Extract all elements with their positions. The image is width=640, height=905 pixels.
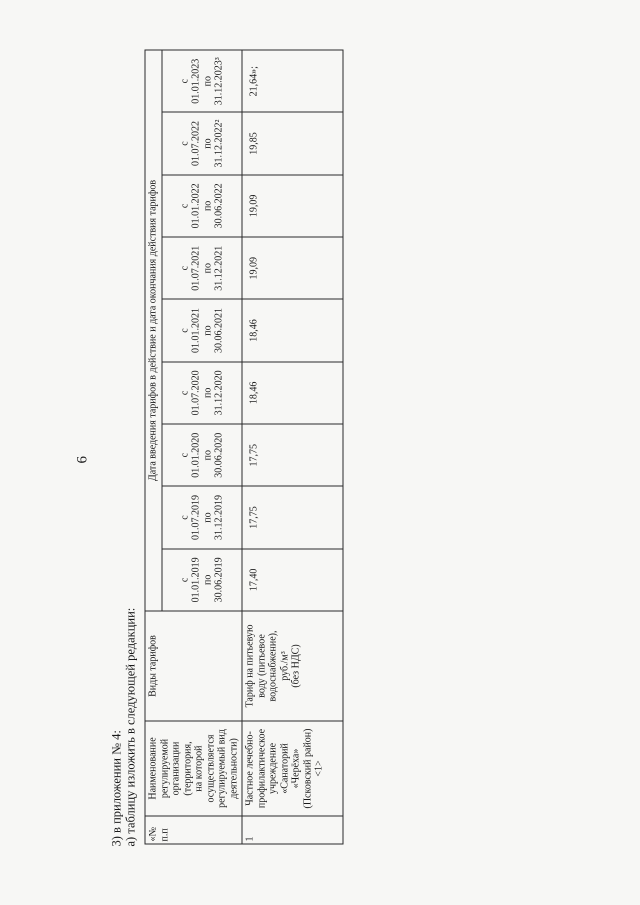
value-cell: 17,75 [242,486,343,548]
row-org: Частное лечебно- профилактическое учреждение «Санаторий «Черёха» (Псковский район) <1> [242,721,343,816]
period-4: с 01.07.2020 по 31.12.2020 [162,362,242,424]
period-8: с 01.07.2022 по 31.12.2022² [162,112,242,174]
table-row [242,50,343,844]
header-dates: Дата введения тарифов в действие и дата окончания действия тарифов [145,50,162,611]
value-cell: 21,64»; [242,50,343,112]
period-5: с 01.01.2021 по 30.06.2021 [162,299,242,361]
tariff-table [145,50,344,845]
value-cell: 19,85 [242,112,343,174]
intro-line-2: а) таблицу изложить в следующей редакции: [123,607,138,847]
value-cell: 19,09 [242,237,343,299]
value-cell: 17,75 [242,424,343,486]
period-3: с 01.01.2020 по 30.06.2020 [162,424,242,486]
period-6: с 01.07.2021 по 31.12.2021 [162,237,242,299]
rotated-page [1,0,640,905]
period-7: с 01.01.2022 по 30.06.2022 [162,175,242,237]
value-cell: 17,40 [242,549,343,611]
value-cell: 18,46 [242,362,343,424]
header-org: Наименование регулируемой организации (территория, на которой осуществляется регулируемый вид деятельности) [145,721,242,816]
value-cell: 19,09 [242,175,343,237]
value-cell: 18,46 [242,299,343,361]
period-2: с 01.07.2019 по 31.12.2019 [162,486,242,548]
row-kind: Тариф на питьевую воду (питьевое водоснабжение), руб./м³ (без НДС) [242,611,343,721]
period-1: с 01.01.2019 по 30.06.2019 [162,549,242,611]
page-number: 6 [74,456,91,464]
header-kind: Виды тарифов [145,611,242,721]
intro-line-1: 3) в приложении № 4: [109,730,124,847]
header-num: «№ п.п [145,816,242,844]
period-9: с 01.01.2023 по 31.12.2023³ [162,50,242,112]
row-num: 1 [242,816,343,844]
